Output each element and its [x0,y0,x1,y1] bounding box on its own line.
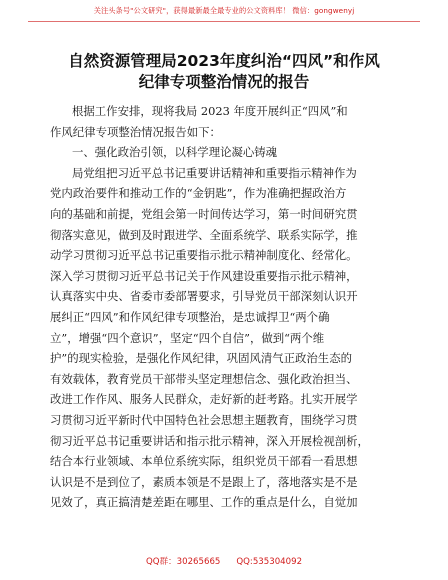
body-line: 彻落实意见，做到及时跟进学、全面系统学、联系实际学，推 [50,227,358,242]
body-line: 深入学习贯彻习近平总书记关于作风建设重要指示批示精神， [50,268,358,283]
body-line: 立”，增强“四个意识”，坚定“四个自信”，做到“两个维 [50,330,325,345]
body-line: 彻习近平总书记重要讲话和指示批示精神，深入开展检视剖析， [50,433,369,448]
body-line: 根据工作安排，现将我局 2023 年度开展纠正“四风”和 [72,104,348,118]
footer-qq: QQ:535304092 [236,557,303,567]
body-line: 习贯彻习近平新时代中国特色社会思想主题教育，围绕学习贯 [50,412,358,427]
body-line: 局党组把习近平总书记重要讲话精神和重要指示精神作为 [72,165,357,180]
header-divider [28,21,420,22]
body-line: 有效载体，教育党员干部带头坚定理想信念、强化政治担当、 [50,371,358,386]
section-heading: 一、强化政治引领，以科学理论凝心铸魂 [72,145,278,160]
document-title-line-1: 自然资源管理局2023年度纠治“四风”和作风 [68,52,380,70]
footer-qq-group: QQ群：30265665 [145,557,221,567]
document-title-line-2: 纪律专项整治情况的报告 [138,73,310,91]
body-line: 认识是不是到位了，素质本领是不是跟上了，落地落实是不是 [50,474,358,489]
body-line: 见效了，真正搞清楚差距在哪里、工作的重点是什么，自觉加 [50,495,358,510]
body-line: 护”的现实检验，是强化作风纪律，巩固风清气正政治生态的 [50,351,352,366]
header-notice: 关注头条号"公文研究"，获得最新最全最专业的公文资料库！ 微信：gongwenyj [93,6,355,15]
document-title [20,51,428,93]
body-line: 展纠正“四风”和作风纪律专项整治，是忠诚捍卫“两个确 [50,309,330,324]
body-line: 动学习贯彻习近平总书记重要指示批示精神制度化、经常化。 [50,248,358,263]
body-line: 作风纪律专项整治情况报告如下： [50,124,221,139]
body-line: 党内政治要件和推动工作的“金钥匙”，作为准确把握政治方 [50,186,347,201]
body-line: 改进工作作风、服务人民群众，走好新的赶考路。扎实开展学 [50,392,358,407]
body-line: 结合本行业领域、本单位系统实际，组织党员干部看一看思想 [50,454,358,469]
body-line: 认真落实中央、省委市委部署要求，引导党员干部深刻认识开 [50,289,358,304]
body-line: 向的基础和前提，党组会第一时间传达学习，第一时间研究贯 [50,206,358,221]
document-body [50,101,420,513]
footer-contact [0,555,448,567]
